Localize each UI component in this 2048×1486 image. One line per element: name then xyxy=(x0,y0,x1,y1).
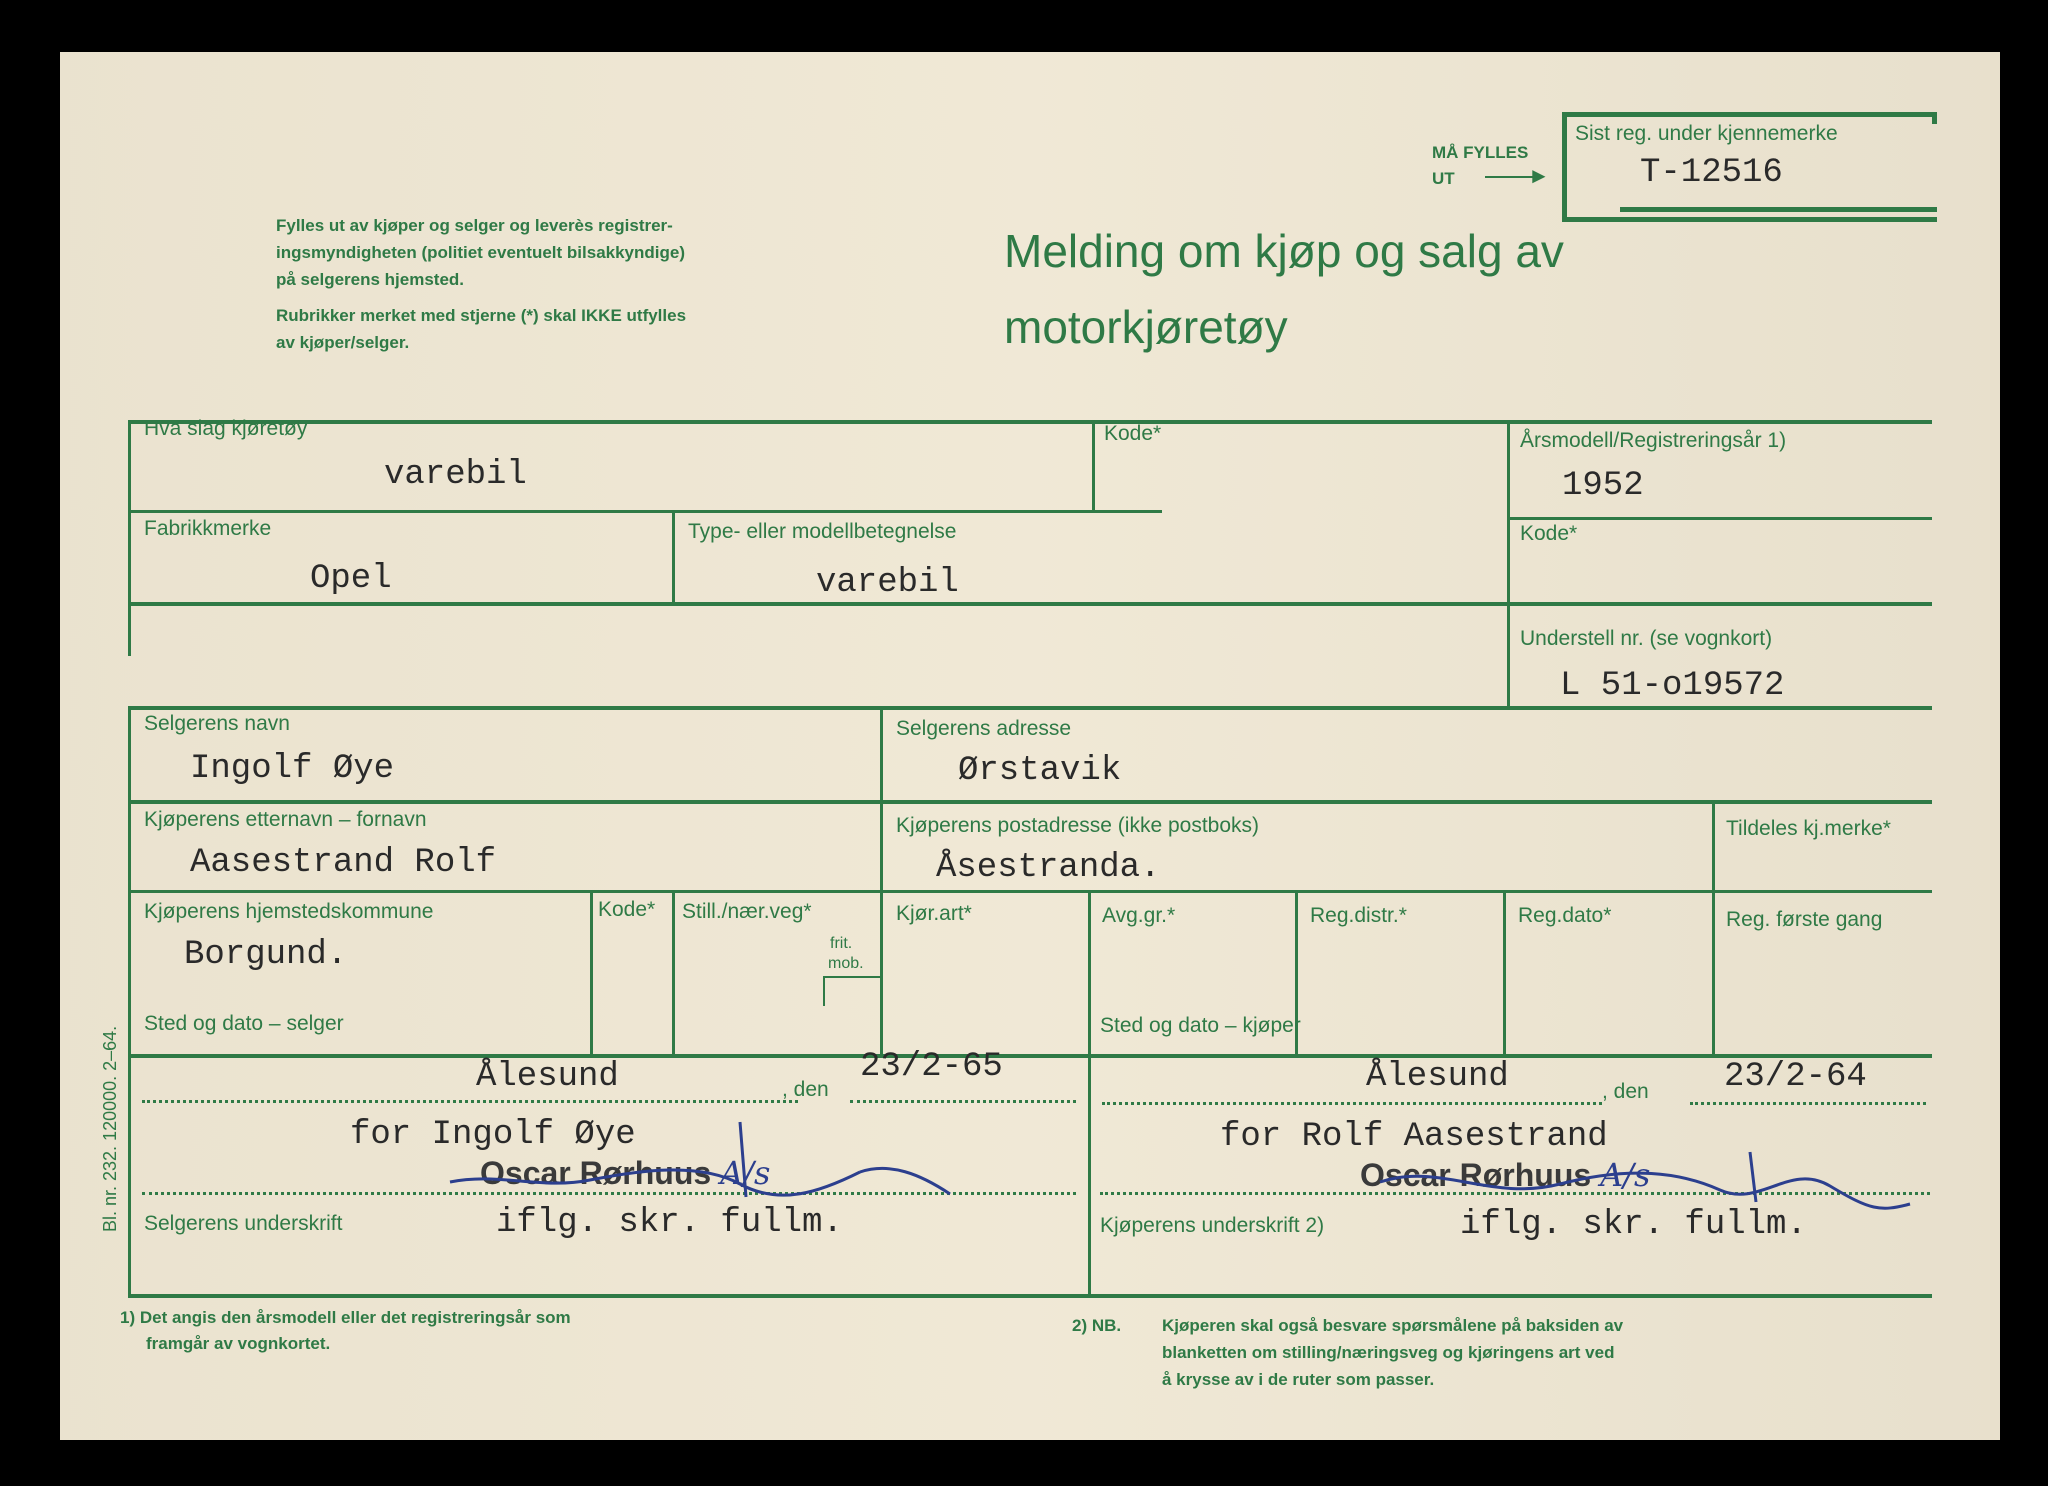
buyer-name-label: Kjøperens etternavn – fornavn xyxy=(144,808,427,831)
seller-place-value: Ålesund xyxy=(476,1058,619,1096)
seller-signature: Oscar Rørhuus A/s xyxy=(480,1154,771,1192)
must-fill-2: UT xyxy=(1432,169,1455,188)
kode-label: Kode* xyxy=(598,898,656,921)
reg-value: T-12516 xyxy=(1640,154,1783,192)
occupation-label: Still./nær.veg* xyxy=(682,900,812,923)
footnote-2c: å krysse av i de ruter som passer. xyxy=(1162,1370,1435,1389)
year-value: 1952 xyxy=(1562,467,1644,505)
avggr-label: Avg.gr.* xyxy=(1102,904,1176,927)
model-value: varebil xyxy=(816,564,959,602)
seller-address-value: Ørstavik xyxy=(958,752,1122,790)
buyer-date-value: 23/2-64 xyxy=(1724,1058,1867,1096)
municipality-value: Borgund. xyxy=(184,936,348,974)
buyer-pen-stroke xyxy=(1360,1142,1920,1232)
seller-date-value: 23/2-65 xyxy=(860,1048,1003,1086)
seller-for-value: for Ingolf Øye xyxy=(350,1116,636,1154)
instruction-2: ingsmyndigheten (politiet eventuelt bilsakkyndige) xyxy=(276,243,686,262)
seller-name-value: Ingolf Øye xyxy=(190,750,395,788)
footnote-2b: blanketten om stilling/næringsveg og kjøringens art ved xyxy=(1162,1343,1615,1362)
code2-label: Kode* xyxy=(1520,522,1578,545)
chassis-label: Understell nr. (se vognkort) xyxy=(1520,627,1773,650)
buyer-postal-value: Åsestranda. xyxy=(936,849,1161,887)
instruction-1: Fylles ut av kjøper og selger og leverès registrer- xyxy=(276,216,673,235)
arrow-right-icon: ► xyxy=(1528,163,1550,188)
buyer-place-value: Ålesund xyxy=(1366,1058,1509,1096)
mob-label: mob. xyxy=(828,955,864,972)
kjorart-label: Kjør.art* xyxy=(896,902,972,925)
municipality-label: Kjøperens hjemstedskommune xyxy=(144,900,434,923)
model-label: Type- eller modellbetegnelse xyxy=(688,520,957,543)
buyer-den-label: , den xyxy=(1602,1080,1649,1103)
footnote-2-label: 2) NB. xyxy=(1072,1316,1122,1335)
buyer-sign-label: Kjøperens underskrift 2) xyxy=(1100,1214,1325,1237)
form-title-1: Melding om kjøp og salg av xyxy=(1004,225,1564,277)
buyer-signature: Oscar Rørhuus A/s xyxy=(1360,1156,1651,1194)
seller-pen-stroke xyxy=(440,1102,960,1222)
buyer-postal-label: Kjøperens postadresse (ikke postboks) xyxy=(896,814,1259,837)
chassis-value: L 51-o19572 xyxy=(1560,667,1785,705)
buyer-name-value: Aasestrand Rolf xyxy=(190,844,497,882)
must-fill-1: MÅ FYLLES xyxy=(1432,143,1529,162)
regdistr-label: Reg.distr.* xyxy=(1310,904,1407,927)
plate-label: Tildeles kj.merke* xyxy=(1726,817,1891,840)
frit-label: frit. xyxy=(830,935,853,952)
instruction-5: av kjøper/selger. xyxy=(276,333,410,352)
seller-sign-printed: iflg. skr. fullm. xyxy=(496,1204,843,1242)
footnote-2a: Kjøperen skal også besvare spørsmålene på baksiden av xyxy=(1162,1316,1624,1335)
seller-sign-label: Selgerens underskrift xyxy=(144,1212,343,1235)
reg-label: Sist reg. under kjennemerke xyxy=(1575,122,1838,145)
frit-box xyxy=(823,976,880,1006)
instruction-4: Rubrikker merket med stjerne (*) skal IKKE utfylles xyxy=(276,306,687,325)
make-value: Opel xyxy=(310,560,392,598)
buyer-place-label: Sted og dato – kjøper xyxy=(1100,1014,1301,1037)
seller-address-label: Selgerens adresse xyxy=(896,717,1072,740)
buyer-for-value: for Rolf Aasestrand xyxy=(1220,1118,1608,1156)
form-title-2: motorkjøretøy xyxy=(1004,301,1288,353)
footnote-1b: framgår av vognkortet. xyxy=(146,1334,331,1353)
type-label: Hva slag kjøretøy xyxy=(144,417,308,440)
seller-name-label: Selgerens navn xyxy=(144,712,290,735)
regdato-label: Reg.dato* xyxy=(1518,904,1612,927)
buyer-sign-printed: iflg. skr. fullm. xyxy=(1460,1206,1807,1244)
year-label: Årsmodell/Registreringsår 1) xyxy=(1520,429,1787,452)
seller-den-label: , den xyxy=(782,1078,829,1101)
footnote-1a: 1) Det angis den årsmodell eller det registreringsår som xyxy=(120,1308,571,1327)
code-label: Kode* xyxy=(1104,422,1162,445)
seller-place-label: Sted og dato – selger xyxy=(144,1012,344,1035)
make-label: Fabrikkmerke xyxy=(144,517,272,540)
type-value: varebil xyxy=(384,456,527,494)
instruction-3: på selgerens hjemsted. xyxy=(276,270,465,289)
regforste-label: Reg. første gang xyxy=(1726,908,1883,931)
side-text: Bl. nr. 232. 120000. 2–64. xyxy=(100,1025,120,1232)
form-sheet xyxy=(60,52,2000,1440)
